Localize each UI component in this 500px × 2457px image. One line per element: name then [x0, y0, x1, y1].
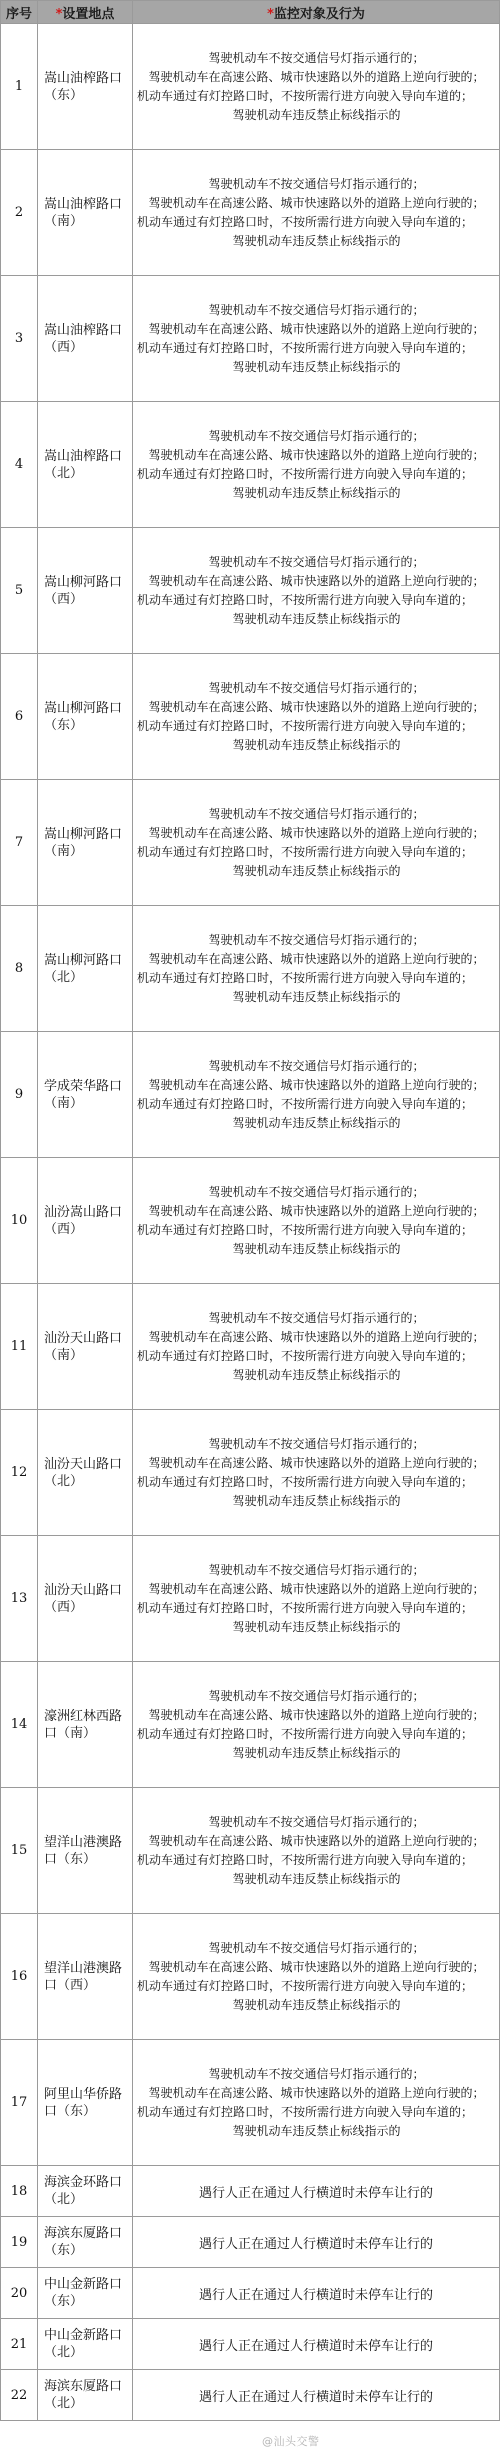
- table-row: [1, 1536, 500, 1662]
- behavior-signal: 驾驶机动车不按交通信号灯指示通行的；: [208, 1436, 425, 1451]
- behavior-pedestrian: 遇行人正在通过人行横道时未停车让行的: [133, 2370, 500, 2421]
- table-row: [1, 1410, 500, 1536]
- row-behaviors: [133, 1284, 500, 1410]
- row-location: 中山金新路口（东）: [38, 2268, 133, 2319]
- behavior-lane: 机动车通过有灯控路口时，不按所需行进方向驶入导向车道的；: [137, 1726, 474, 1741]
- behavior-signal: 驾驶机动车不按交通信号灯指示通行的；: [208, 1184, 425, 1199]
- row-index: 17: [1, 2040, 38, 2166]
- row-location: 汕汾天山路口（西）: [38, 1536, 133, 1662]
- behavior-wrong-way: 驾驶机动车在高速公路、城市快速路以外的道路上逆向行驶的；: [148, 1581, 485, 1596]
- behavior-pedestrian: 遇行人正在通过人行横道时未停车让行的: [133, 2217, 500, 2268]
- table-row: [1, 2319, 500, 2370]
- row-behaviors: [133, 150, 500, 276]
- row-behaviors: [133, 2040, 500, 2166]
- row-location: 望洋山港澳路口（西）: [38, 1914, 133, 2040]
- behavior-marking: 驾驶机动车违反禁止标线指示的: [232, 863, 401, 878]
- table-row: [1, 1788, 500, 1914]
- table-row: [1, 2166, 500, 2217]
- behavior-wrong-way: 驾驶机动车在高速公路、城市快速路以外的道路上逆向行驶的；: [148, 825, 485, 840]
- row-location: 中山金新路口（北）: [38, 2319, 133, 2370]
- row-index: 9: [1, 1032, 38, 1158]
- table-row: [1, 1662, 500, 1788]
- required-marker: *: [55, 6, 63, 22]
- table-row: [1, 1032, 500, 1158]
- behavior-marking: 驾驶机动车违反禁止标线指示的: [232, 107, 401, 122]
- behavior-signal: 驾驶机动车不按交通信号灯指示通行的；: [208, 932, 425, 947]
- behavior-signal: 驾驶机动车不按交通信号灯指示通行的；: [208, 176, 425, 191]
- row-index: 6: [1, 654, 38, 780]
- row-location: 嵩山油榨路口（东）: [38, 24, 133, 150]
- row-location: 学成荣华路口（南）: [38, 1032, 133, 1158]
- behavior-marking: 驾驶机动车违反禁止标线指示的: [232, 1619, 401, 1634]
- behavior-marking: 驾驶机动车违反禁止标线指示的: [232, 1493, 401, 1508]
- behavior-signal: 驾驶机动车不按交通信号灯指示通行的；: [208, 1562, 425, 1577]
- row-behaviors: [133, 24, 500, 150]
- behavior-marking: 驾驶机动车违反禁止标线指示的: [232, 611, 401, 626]
- behavior-marking: 驾驶机动车违反禁止标线指示的: [232, 1241, 401, 1256]
- behavior-marking: 驾驶机动车违反禁止标线指示的: [232, 1115, 401, 1130]
- row-location: 嵩山油榨路口（北）: [38, 402, 133, 528]
- row-location: 海滨东厦路口（北）: [38, 2370, 133, 2421]
- behavior-wrong-way: 驾驶机动车在高速公路、城市快速路以外的道路上逆向行驶的；: [148, 1077, 485, 1092]
- behavior-lane: 机动车通过有灯控路口时，不按所需行进方向驶入导向车道的；: [137, 1600, 474, 1615]
- row-location: 阿里山华侨路口（东）: [38, 2040, 133, 2166]
- row-index: 21: [1, 2319, 38, 2370]
- behavior-signal: 驾驶机动车不按交通信号灯指示通行的；: [208, 1058, 425, 1073]
- row-location: 嵩山油榨路口（西）: [38, 276, 133, 402]
- row-index: 8: [1, 906, 38, 1032]
- behavior-marking: 驾驶机动车违反禁止标线指示的: [232, 233, 401, 248]
- behavior-marking: 驾驶机动车违反禁止标线指示的: [232, 2123, 401, 2138]
- row-index: 18: [1, 2166, 38, 2217]
- row-index: 20: [1, 2268, 38, 2319]
- behavior-marking: 驾驶机动车违反禁止标线指示的: [232, 989, 401, 1004]
- behavior-lane: 机动车通过有灯控路口时，不按所需行进方向驶入导向车道的；: [137, 88, 474, 103]
- row-index: 10: [1, 1158, 38, 1284]
- row-location: 海滨东厦路口（东）: [38, 2217, 133, 2268]
- row-behaviors: [133, 1410, 500, 1536]
- behavior-lane: 机动车通过有灯控路口时，不按所需行进方向驶入导向车道的；: [137, 844, 474, 859]
- header-behavior: [133, 1, 500, 24]
- behavior-pedestrian: 遇行人正在通过人行横道时未停车让行的: [133, 2268, 500, 2319]
- behavior-wrong-way: 驾驶机动车在高速公路、城市快速路以外的道路上逆向行驶的；: [148, 195, 485, 210]
- row-location: 嵩山柳河路口（北）: [38, 906, 133, 1032]
- behavior-signal: 驾驶机动车不按交通信号灯指示通行的；: [208, 2066, 425, 2081]
- row-index: 19: [1, 2217, 38, 2268]
- row-index: 2: [1, 150, 38, 276]
- row-behaviors: [133, 1158, 500, 1284]
- behavior-wrong-way: 驾驶机动车在高速公路、城市快速路以外的道路上逆向行驶的；: [148, 573, 485, 588]
- table-row: [1, 780, 500, 906]
- behavior-wrong-way: 驾驶机动车在高速公路、城市快速路以外的道路上逆向行驶的；: [148, 321, 485, 336]
- header-behavior-label: 监控对象及行为: [273, 6, 365, 22]
- required-marker: *: [267, 6, 274, 22]
- behavior-signal: 驾驶机动车不按交通信号灯指示通行的；: [208, 1688, 425, 1703]
- behavior-wrong-way: 驾驶机动车在高速公路、城市快速路以外的道路上逆向行驶的；: [148, 2085, 485, 2100]
- row-behaviors: [133, 1536, 500, 1662]
- header-row: [1, 1, 500, 24]
- table-row: [1, 654, 500, 780]
- table-row: [1, 2370, 500, 2421]
- row-location: 嵩山柳河路口（东）: [38, 654, 133, 780]
- behavior-marking: 驾驶机动车违反禁止标线指示的: [232, 1745, 401, 1760]
- row-behaviors: [133, 1032, 500, 1158]
- behavior-signal: 驾驶机动车不按交通信号灯指示通行的；: [208, 1814, 425, 1829]
- table-row: [1, 1158, 500, 1284]
- behavior-signal: 驾驶机动车不按交通信号灯指示通行的；: [208, 428, 425, 443]
- behavior-marking: 驾驶机动车违反禁止标线指示的: [232, 359, 401, 374]
- behavior-wrong-way: 驾驶机动车在高速公路、城市快速路以外的道路上逆向行驶的；: [148, 951, 485, 966]
- table-row: [1, 1284, 500, 1410]
- behavior-signal: 驾驶机动车不按交通信号灯指示通行的；: [208, 806, 425, 821]
- behavior-lane: 机动车通过有灯控路口时，不按所需行进方向驶入导向车道的；: [137, 214, 474, 229]
- behavior-lane: 机动车通过有灯控路口时，不按所需行进方向驶入导向车道的；: [137, 1852, 474, 1867]
- row-index: 4: [1, 402, 38, 528]
- table-row: [1, 276, 500, 402]
- behavior-wrong-way: 驾驶机动车在高速公路、城市快速路以外的道路上逆向行驶的；: [148, 699, 485, 714]
- behavior-lane: 机动车通过有灯控路口时，不按所需行进方向驶入导向车道的；: [137, 340, 474, 355]
- row-index: 16: [1, 1914, 38, 2040]
- table-row: [1, 402, 500, 528]
- behavior-lane: 机动车通过有灯控路口时，不按所需行进方向驶入导向车道的；: [137, 718, 474, 733]
- behavior-wrong-way: 驾驶机动车在高速公路、城市快速路以外的道路上逆向行驶的；: [148, 1203, 485, 1218]
- behavior-lane: 机动车通过有灯控路口时，不按所需行进方向驶入导向车道的；: [137, 1978, 474, 1993]
- row-behaviors: [133, 654, 500, 780]
- row-behaviors: [133, 276, 500, 402]
- behavior-lane: 机动车通过有灯控路口时，不按所需行进方向驶入导向车道的；: [137, 592, 474, 607]
- behavior-marking: 驾驶机动车违反禁止标线指示的: [232, 1871, 401, 1886]
- behavior-wrong-way: 驾驶机动车在高速公路、城市快速路以外的道路上逆向行驶的；: [148, 1707, 485, 1722]
- row-behaviors: [133, 1788, 500, 1914]
- table-row: [1, 528, 500, 654]
- behavior-signal: 驾驶机动车不按交通信号灯指示通行的；: [208, 680, 425, 695]
- behavior-pedestrian: 遇行人正在通过人行横道时未停车让行的: [133, 2166, 500, 2217]
- watermark: @汕头交警: [262, 2435, 320, 2448]
- behavior-signal: 驾驶机动车不按交通信号灯指示通行的；: [208, 554, 425, 569]
- table-row: [1, 2040, 500, 2166]
- table-row: [1, 150, 500, 276]
- behavior-marking: 驾驶机动车违反禁止标线指示的: [232, 1997, 401, 2012]
- row-index: 3: [1, 276, 38, 402]
- behavior-wrong-way: 驾驶机动车在高速公路、城市快速路以外的道路上逆向行驶的；: [148, 1833, 485, 1848]
- table-row: [1, 1914, 500, 2040]
- row-location: 濠洲红林西路口（南）: [38, 1662, 133, 1788]
- header-location-label: 设置地点: [62, 6, 115, 22]
- behavior-marking: 驾驶机动车违反禁止标线指示的: [232, 1367, 401, 1382]
- table-row: [1, 2217, 500, 2268]
- row-index: 14: [1, 1662, 38, 1788]
- row-location: 海滨金环路口（北）: [38, 2166, 133, 2217]
- behavior-marking: 驾驶机动车违反禁止标线指示的: [232, 485, 401, 500]
- row-behaviors: [133, 402, 500, 528]
- row-index: 12: [1, 1410, 38, 1536]
- row-location: 嵩山油榨路口（南）: [38, 150, 133, 276]
- row-index: 22: [1, 2370, 38, 2421]
- row-index: 7: [1, 780, 38, 906]
- row-index: 11: [1, 1284, 38, 1410]
- row-behaviors: [133, 906, 500, 1032]
- header-location: [38, 1, 133, 24]
- table-row: [1, 906, 500, 1032]
- behavior-lane: 机动车通过有灯控路口时，不按所需行进方向驶入导向车道的；: [137, 2104, 474, 2119]
- behavior-pedestrian: 遇行人正在通过人行横道时未停车让行的: [133, 2319, 500, 2370]
- row-behaviors: [133, 1914, 500, 2040]
- behavior-signal: 驾驶机动车不按交通信号灯指示通行的；: [208, 1940, 425, 1955]
- header-index: 序号: [1, 1, 38, 24]
- behavior-lane: 机动车通过有灯控路口时，不按所需行进方向驶入导向车道的；: [137, 970, 474, 985]
- row-behaviors: [133, 1662, 500, 1788]
- behavior-wrong-way: 驾驶机动车在高速公路、城市快速路以外的道路上逆向行驶的；: [148, 69, 485, 84]
- row-behaviors: [133, 528, 500, 654]
- behavior-signal: 驾驶机动车不按交通信号灯指示通行的；: [208, 50, 425, 65]
- behavior-wrong-way: 驾驶机动车在高速公路、城市快速路以外的道路上逆向行驶的；: [148, 1329, 485, 1344]
- row-location: 嵩山柳河路口（南）: [38, 780, 133, 906]
- behavior-lane: 机动车通过有灯控路口时，不按所需行进方向驶入导向车道的；: [137, 1096, 474, 1111]
- behavior-wrong-way: 驾驶机动车在高速公路、城市快速路以外的道路上逆向行驶的；: [148, 1455, 485, 1470]
- behavior-signal: 驾驶机动车不按交通信号灯指示通行的；: [208, 1310, 425, 1325]
- row-location: 汕汾天山路口（南）: [38, 1284, 133, 1410]
- behavior-wrong-way: 驾驶机动车在高速公路、城市快速路以外的道路上逆向行驶的；: [148, 1959, 485, 1974]
- table-row: [1, 2268, 500, 2319]
- behavior-lane: 机动车通过有灯控路口时，不按所需行进方向驶入导向车道的；: [137, 1222, 474, 1237]
- row-index: 1: [1, 24, 38, 150]
- row-index: 5: [1, 528, 38, 654]
- behavior-lane: 机动车通过有灯控路口时，不按所需行进方向驶入导向车道的；: [137, 466, 474, 481]
- row-location: 嵩山柳河路口（西）: [38, 528, 133, 654]
- row-location: 汕汾天山路口（北）: [38, 1410, 133, 1536]
- row-location: 望洋山港澳路口（东）: [38, 1788, 133, 1914]
- row-location: 汕汾嵩山路口（西）: [38, 1158, 133, 1284]
- row-index: 13: [1, 1536, 38, 1662]
- table-row: [1, 24, 500, 150]
- row-behaviors: [133, 780, 500, 906]
- behavior-lane: 机动车通过有灯控路口时，不按所需行进方向驶入导向车道的；: [137, 1348, 474, 1363]
- behavior-lane: 机动车通过有灯控路口时，不按所需行进方向驶入导向车道的；: [137, 1474, 474, 1489]
- row-index: 15: [1, 1788, 38, 1914]
- behavior-signal: 驾驶机动车不按交通信号灯指示通行的；: [208, 302, 425, 317]
- behavior-marking: 驾驶机动车违反禁止标线指示的: [232, 737, 401, 752]
- behavior-wrong-way: 驾驶机动车在高速公路、城市快速路以外的道路上逆向行驶的；: [148, 447, 485, 462]
